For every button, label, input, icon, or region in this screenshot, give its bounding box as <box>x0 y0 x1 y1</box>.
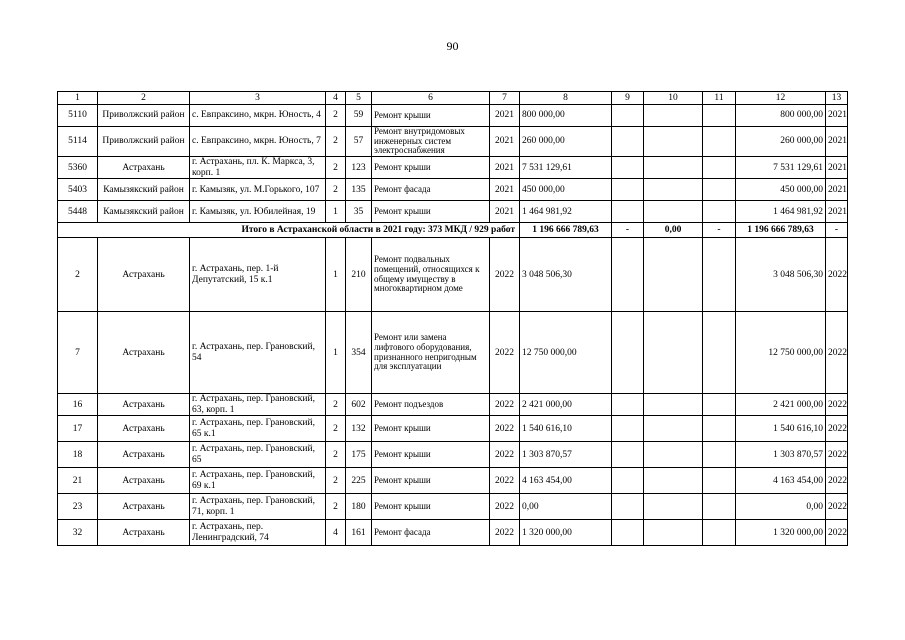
column-9-cell <box>612 520 644 546</box>
column-13-cell: 2022 <box>826 520 848 546</box>
column-13-cell: 2022 <box>826 468 848 494</box>
district-cell: Астрахань <box>98 394 190 416</box>
col-number-6: 6 <box>372 92 490 105</box>
column-13-cell: 2022 <box>826 442 848 468</box>
work-type-cell: Ремонт подъездов <box>372 394 490 416</box>
year-cell: 2022 <box>490 520 520 546</box>
district-cell: Астрахань <box>98 494 190 520</box>
cost-cell: 12 750 000,00 <box>520 312 612 394</box>
year-cell: 2022 <box>490 468 520 494</box>
column-11-cell <box>703 157 736 179</box>
floors-cell: 1 <box>326 238 346 312</box>
apartments-cell: 35 <box>346 201 372 223</box>
work-type-cell: Ремонт или замена лифтового оборудования, признанного непригодным для эксплуатации <box>372 312 490 394</box>
row-id-cell: 2 <box>58 238 98 312</box>
address-cell: с. Евпраксино, мкрн. Юность, 7 <box>190 127 326 157</box>
column-10-cell <box>644 468 703 494</box>
address-cell: г. Камызяк, ул. М.Горького, 107 <box>190 179 326 201</box>
apartments-cell: 59 <box>346 105 372 127</box>
apartments-cell: 602 <box>346 394 372 416</box>
total-column-13-cell: - <box>826 223 848 238</box>
column-11-cell <box>703 494 736 520</box>
column-11-cell <box>703 179 736 201</box>
column-11-cell <box>703 238 736 312</box>
column-11-cell <box>703 416 736 442</box>
column-12-cell: 800 000,00 <box>736 105 826 127</box>
column-9-cell <box>612 127 644 157</box>
row-id-cell: 5360 <box>58 157 98 179</box>
floors-cell: 2 <box>326 394 346 416</box>
column-12-cell: 7 531 129,61 <box>736 157 826 179</box>
column-9-cell <box>612 442 644 468</box>
col-number-5: 5 <box>346 92 372 105</box>
row-id-cell: 21 <box>58 468 98 494</box>
district-cell: Камызякский район <box>98 179 190 201</box>
column-13-cell: 2021 <box>826 179 848 201</box>
address-cell: г. Астрахань, пл. К. Маркса, 3, корп. 1 <box>190 157 326 179</box>
column-11-cell <box>703 312 736 394</box>
total-cost-cell: 1 196 666 789,63 <box>520 223 612 238</box>
col-number-11: 11 <box>703 92 736 105</box>
work-type-cell: Ремонт фасада <box>372 179 490 201</box>
column-13-cell: 2022 <box>826 494 848 520</box>
column-13-cell: 2022 <box>826 238 848 312</box>
apartments-cell: 132 <box>346 416 372 442</box>
table-row <box>58 468 848 494</box>
column-13-cell: 2021 <box>826 127 848 157</box>
column-12-cell: 2 421 000,00 <box>736 394 826 416</box>
total-label: Итого в Астраханской области в 2021 году: 373 МКД / 929 работ <box>58 223 520 238</box>
cost-cell: 0,00 <box>520 494 612 520</box>
column-13-cell: 2022 <box>826 312 848 394</box>
cost-cell: 1 320 000,00 <box>520 520 612 546</box>
district-cell: Астрахань <box>98 442 190 468</box>
column-12-cell: 1 320 000,00 <box>736 520 826 546</box>
row-id-cell: 32 <box>58 520 98 546</box>
column-9-cell <box>612 105 644 127</box>
work-type-cell: Ремонт внутридомовых инженерных систем электроснабжения <box>372 127 490 157</box>
column-12-cell: 4 163 454,00 <box>736 468 826 494</box>
year-cell: 2021 <box>490 179 520 201</box>
district-cell: Астрахань <box>98 312 190 394</box>
column-11-cell <box>703 468 736 494</box>
apartments-cell: 175 <box>346 442 372 468</box>
col-number-10: 10 <box>644 92 703 105</box>
table-row <box>58 442 848 468</box>
address-cell: г. Астрахань, пер. Грановский, 71, корп. 1 <box>190 494 326 520</box>
column-13-cell: 2021 <box>826 201 848 223</box>
address-cell: г. Астрахань, пер. Грановский, 54 <box>190 312 326 394</box>
floors-cell: 1 <box>326 201 346 223</box>
year-cell: 2021 <box>490 105 520 127</box>
total-column-10-cell: 0,00 <box>644 223 703 238</box>
row-id-cell: 5114 <box>58 127 98 157</box>
table-row <box>58 201 848 223</box>
column-9-cell <box>612 312 644 394</box>
column-11-cell <box>703 442 736 468</box>
column-12-cell: 1 303 870,57 <box>736 442 826 468</box>
column-9-cell <box>612 394 644 416</box>
col-number-12: 12 <box>736 92 826 105</box>
table-body <box>58 92 848 546</box>
work-type-cell: Ремонт крыши <box>372 494 490 520</box>
column-9-cell <box>612 179 644 201</box>
col-number-2: 2 <box>98 92 190 105</box>
table-row <box>58 520 848 546</box>
column-10-cell <box>644 520 703 546</box>
table-row <box>58 416 848 442</box>
col-number-13: 13 <box>826 92 848 105</box>
column-12-cell: 450 000,00 <box>736 179 826 201</box>
col-number-3: 3 <box>190 92 326 105</box>
col-number-7: 7 <box>490 92 520 105</box>
cost-cell: 2 421 000,00 <box>520 394 612 416</box>
column-13-cell: 2021 <box>826 157 848 179</box>
work-type-cell: Ремонт крыши <box>372 442 490 468</box>
address-cell: г. Астрахань, пер. Грановский, 65 к.1 <box>190 416 326 442</box>
floors-cell: 4 <box>326 520 346 546</box>
floors-cell: 2 <box>326 442 346 468</box>
column-11-cell <box>703 105 736 127</box>
column-9-cell <box>612 238 644 312</box>
column-9-cell <box>612 157 644 179</box>
year-cell: 2022 <box>490 442 520 468</box>
floors-cell: 2 <box>326 416 346 442</box>
work-type-cell: Ремонт крыши <box>372 157 490 179</box>
table-row <box>58 105 848 127</box>
year-cell: 2021 <box>490 201 520 223</box>
column-13-cell: 2022 <box>826 394 848 416</box>
address-cell: г. Астрахань, пер. Грановский, 69 к.1 <box>190 468 326 494</box>
apartments-cell: 123 <box>346 157 372 179</box>
row-id-cell: 7 <box>58 312 98 394</box>
column-12-cell: 12 750 000,00 <box>736 312 826 394</box>
floors-cell: 1 <box>326 312 346 394</box>
column-12-cell: 1 464 981,92 <box>736 201 826 223</box>
col-number-8: 8 <box>520 92 612 105</box>
column-11-cell <box>703 520 736 546</box>
work-type-cell: Ремонт фасада <box>372 520 490 546</box>
column-10-cell <box>644 179 703 201</box>
floors-cell: 2 <box>326 179 346 201</box>
column-11-cell <box>703 394 736 416</box>
district-cell: Приволжский район <box>98 127 190 157</box>
floors-cell: 2 <box>326 468 346 494</box>
work-type-cell: Ремонт крыши <box>372 201 490 223</box>
column-9-cell <box>612 494 644 520</box>
district-cell: Камызякский район <box>98 201 190 223</box>
col-number-1: 1 <box>58 92 98 105</box>
row-id-cell: 5110 <box>58 105 98 127</box>
column-10-cell <box>644 105 703 127</box>
year-cell: 2022 <box>490 312 520 394</box>
address-cell: г. Астрахань, пер. Ленинградский, 74 <box>190 520 326 546</box>
apartments-cell: 57 <box>346 127 372 157</box>
column-11-cell <box>703 201 736 223</box>
column-10-cell <box>644 494 703 520</box>
table-row <box>58 394 848 416</box>
year-cell: 2021 <box>490 127 520 157</box>
cost-cell: 800 000,00 <box>520 105 612 127</box>
apartments-cell: 225 <box>346 468 372 494</box>
column-10-cell <box>644 394 703 416</box>
table-row <box>58 127 848 157</box>
apartments-cell: 180 <box>346 494 372 520</box>
address-cell: г. Астрахань, пер. 1-й Депутатский, 15 к.1 <box>190 238 326 312</box>
total-column-12-cell: 1 196 666 789,63 <box>736 223 826 238</box>
district-cell: Астрахань <box>98 520 190 546</box>
table-row <box>58 157 848 179</box>
column-12-cell: 260 000,00 <box>736 127 826 157</box>
year-cell: 2022 <box>490 416 520 442</box>
address-cell: г. Астрахань, пер. Грановский, 65 <box>190 442 326 468</box>
column-9-cell <box>612 468 644 494</box>
column-11-cell <box>703 127 736 157</box>
floors-cell: 2 <box>326 157 346 179</box>
address-cell: с. Евпраксино, мкрн. Юность, 4 <box>190 105 326 127</box>
row-id-cell: 16 <box>58 394 98 416</box>
district-cell: Астрахань <box>98 157 190 179</box>
work-type-cell: Ремонт крыши <box>372 416 490 442</box>
work-type-cell: Ремонт подвальных помещений, относящихся к общему имуществу в многоквартирном доме <box>372 238 490 312</box>
column-10-cell <box>644 157 703 179</box>
row-id-cell: 18 <box>58 442 98 468</box>
floors-cell: 2 <box>326 494 346 520</box>
row-id-cell: 5448 <box>58 201 98 223</box>
cost-cell: 7 531 129,61 <box>520 157 612 179</box>
table-row <box>58 179 848 201</box>
year-cell: 2022 <box>490 238 520 312</box>
year-cell: 2022 <box>490 394 520 416</box>
district-cell: Приволжский район <box>98 105 190 127</box>
table-row <box>58 494 848 520</box>
table-row <box>58 238 848 312</box>
row-id-cell: 23 <box>58 494 98 520</box>
column-12-cell: 1 540 616,10 <box>736 416 826 442</box>
district-cell: Астрахань <box>98 416 190 442</box>
work-type-cell: Ремонт крыши <box>372 468 490 494</box>
address-cell: г. Астрахань, пер. Грановский, 63, корп. 1 <box>190 394 326 416</box>
total-column-11-cell: - <box>703 223 736 238</box>
floors-cell: 2 <box>326 105 346 127</box>
column-9-cell <box>612 201 644 223</box>
district-cell: Астрахань <box>98 238 190 312</box>
page-number: 90 <box>446 39 459 53</box>
column-13-cell: 2021 <box>826 105 848 127</box>
column-12-cell: 0,00 <box>736 494 826 520</box>
row-id-cell: 17 <box>58 416 98 442</box>
apartments-cell: 161 <box>346 520 372 546</box>
cost-cell: 1 303 870,57 <box>520 442 612 468</box>
column-10-cell <box>644 238 703 312</box>
column-10-cell <box>644 312 703 394</box>
cost-cell: 3 048 506,30 <box>520 238 612 312</box>
year-cell: 2021 <box>490 157 520 179</box>
district-cell: Астрахань <box>98 468 190 494</box>
column-13-cell: 2022 <box>826 416 848 442</box>
column-10-cell <box>644 416 703 442</box>
cost-cell: 4 163 454,00 <box>520 468 612 494</box>
column-9-cell <box>612 416 644 442</box>
column-number-row <box>58 92 848 105</box>
cost-cell: 1 540 616,10 <box>520 416 612 442</box>
apartments-cell: 135 <box>346 179 372 201</box>
table-row <box>58 312 848 394</box>
column-10-cell <box>644 127 703 157</box>
apartments-cell: 354 <box>346 312 372 394</box>
cost-cell: 450 000,00 <box>520 179 612 201</box>
column-10-cell <box>644 442 703 468</box>
column-10-cell <box>644 201 703 223</box>
work-type-cell: Ремонт крыши <box>372 105 490 127</box>
capital-repair-table <box>57 91 848 546</box>
cost-cell: 1 464 981,92 <box>520 201 612 223</box>
col-number-4: 4 <box>326 92 346 105</box>
column-12-cell: 3 048 506,30 <box>736 238 826 312</box>
address-cell: г. Камызяк, ул. Юбилейная, 19 <box>190 201 326 223</box>
apartments-cell: 210 <box>346 238 372 312</box>
year-cell: 2022 <box>490 494 520 520</box>
floors-cell: 2 <box>326 127 346 157</box>
total-row-2021 <box>58 223 848 238</box>
total-column-9-cell: - <box>612 223 644 238</box>
row-id-cell: 5403 <box>58 179 98 201</box>
col-number-9: 9 <box>612 92 644 105</box>
cost-cell: 260 000,00 <box>520 127 612 157</box>
